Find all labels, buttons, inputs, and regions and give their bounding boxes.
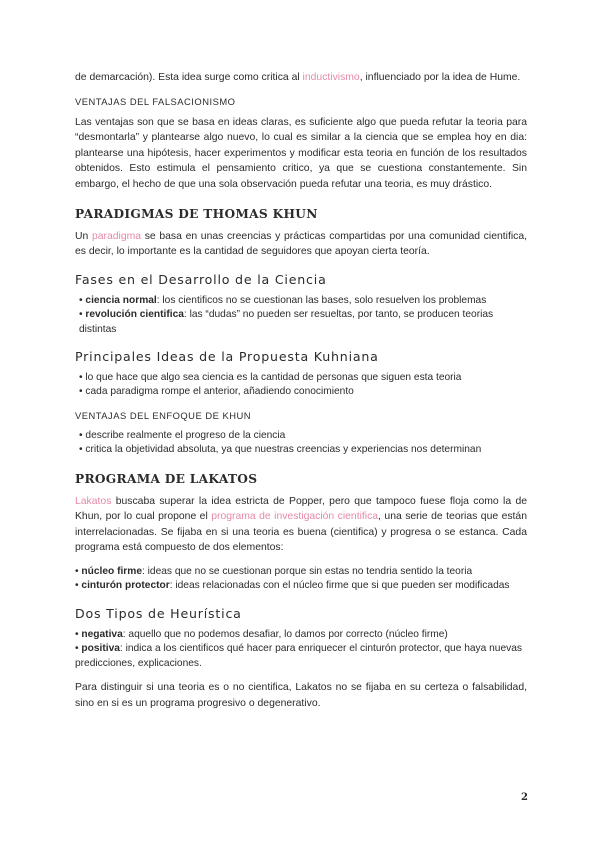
fase-term: ciencia normal [85, 294, 157, 306]
lakatos-link: Lakatos [75, 495, 112, 507]
heuristica-term: positiva [81, 643, 120, 655]
list-item: • cinturón protector: ideas relacionadas con el núcleo firme que si que pueden ser modificadas [75, 580, 510, 592]
list-item: • ciencia normal: los cientificos no se cuestionan las bases, solo resuelven los problemas [79, 294, 487, 306]
document-page [75, 70, 527, 711]
ventajas-falsacionismo-text: Las ventajas son que se basa en ideas claras, es suficiente algo que pueda refutar la teoria para “desmontarla” y plantearse algo nuevo, lo cual es similar a la ciencia que se emplea hoy en dia: plantearse una hipótesis, hacer experimentos y modificar esta teoria en función de los resultados obtenidos. Esto estimula el pensamiento critico, ya que se cuestiona constantemente. Sin embargo, el hecho de que una sola observación pueda refutar una teoria, es muy drástico. [75, 116, 527, 190]
inductivismo-link: inductivismo [302, 72, 360, 83]
fases-list [75, 294, 527, 337]
principales-heading: Principales Ideas de la Propuesta Kuhniana [75, 348, 379, 364]
khun-paragraph [75, 229, 527, 260]
list-item: • negativa: aquello que no podemos desafiar, lo damos por correcto (núcleo firme) [75, 628, 448, 640]
heuristica-desc: : indica a los cientificos qué hacer para enriquecer el cinturón protector, que haya nuevas predicciones, explicaciones. [75, 643, 522, 669]
lakatos-paragraph [75, 494, 527, 556]
ventaja-text: describe realmente el progreso de la ciencia [85, 429, 286, 441]
lakatos-desc: : ideas relacionadas con el núcleo firme que si que pueden ser modificadas [169, 580, 510, 592]
lakatos-text-end: , una serie de teorias que están interrelacionadas. Se fijaba en si una teoria es buena (cientifica) y progresa o se estanca. Cada programa está compuesto de dos elementos: [75, 511, 527, 554]
list-item: • núcleo firme: ideas que no se cuestionan porque sin estas no tendria sentido la teoria [75, 565, 473, 577]
spacer [75, 556, 527, 565]
fase-desc: : las “dudas” no pueden ser resueltas, por tanto, se producen teorias distintas [79, 309, 494, 335]
list-item: • revolución cientifica: las “dudas” no pueden ser resueltas, por tanto, se producen teorias distintas [79, 309, 494, 335]
principales-list [75, 371, 527, 400]
lakatos-list [75, 565, 527, 594]
programa-link: programa de investigación cientifica [211, 511, 379, 523]
ventaja-text: critica la objetividad absoluta, ya que nuestras creencias y experiencias nos determinan [85, 444, 482, 456]
lakatos-term: cinturón protector [81, 580, 170, 592]
intro-paragraph [75, 70, 527, 86]
lakatos-desc: : ideas que no se cuestionan porque sin estas no tendria sentido la teoria [141, 565, 473, 577]
spacer [75, 671, 527, 680]
list-item: • critica la objetividad absoluta, ya que nuestras creencias y experiencias nos determinan [79, 444, 482, 456]
intro-text: de demarcación). Esta idea surge como critica al [75, 72, 303, 83]
fase-desc: : los cientificos no se cuestionan las bases, solo resuelven los problemas [156, 294, 487, 306]
ventajas-khun-list [75, 429, 527, 458]
intro-text-end: , influenciado por la idea de Hume. [359, 72, 521, 83]
heuristica-closing: Para distinguir si una teoria es o no cientifica, Lakatos no se fijaba en su certeza o falsabilidad, sino en si es un programa progresivo o degenerativo. [75, 682, 527, 709]
khun-heading: PARADIGMAS DE THOMAS KHUN [75, 206, 318, 221]
lakatos-heading: PROGRAMA DE LAKATOS [75, 471, 258, 486]
ventajas-falsacionismo-heading: VENTAJAS DEL FALSACIONISMO [75, 95, 236, 107]
khun-text-end: se basa en unas creencias y prácticas compartidas por una comunidad cientifica, es decir, lo importante es la cantidad de seguidores que apoyan cierta teoría. [75, 230, 527, 258]
fase-term: revolución cientifica [85, 309, 184, 321]
paradigma-link: paradigma [91, 230, 142, 242]
heuristica-term: negativa [81, 628, 123, 640]
heuristica-desc: : aquello que no podemos desafiar, lo damos por correcto (núcleo firme) [122, 628, 448, 640]
khun-text: Un [75, 230, 92, 242]
ventajas-khun-heading: VENTAJAS DEL ENFOQUE DE KHUN [75, 409, 252, 421]
heuristica-list [75, 628, 527, 671]
list-item: • describe realmente el progreso de la ciencia [79, 429, 286, 441]
lakatos-term: núcleo firme [81, 565, 142, 577]
heuristica-heading: Dos Tipos de Heurística [75, 605, 242, 621]
fases-heading: Fases en el Desarrollo de la Ciencia [75, 271, 327, 287]
list-item: • cada paradigma rompe el anterior, añadiendo conocimiento [79, 386, 354, 398]
principal-text: cada paradigma rompe el anterior, añadiendo conocimiento [85, 386, 354, 398]
page-number: 2 [521, 792, 528, 803]
principal-text: lo que hace que algo sea ciencia es la cantidad de personas que siguen esta teoria [85, 371, 462, 383]
list-item: • positiva: indica a los cientificos qué hacer para enriquecer el cinturón protector, que haya nuevas predicciones, explicaciones. [75, 643, 522, 669]
list-item: • lo que hace que algo sea ciencia es la cantidad de personas que siguen esta teoria [79, 371, 462, 383]
lakatos-text: buscaba superar la idea estricta de Popper, pero que tampoco fuese floja como la de Khun, por lo cual propone el [75, 495, 527, 523]
